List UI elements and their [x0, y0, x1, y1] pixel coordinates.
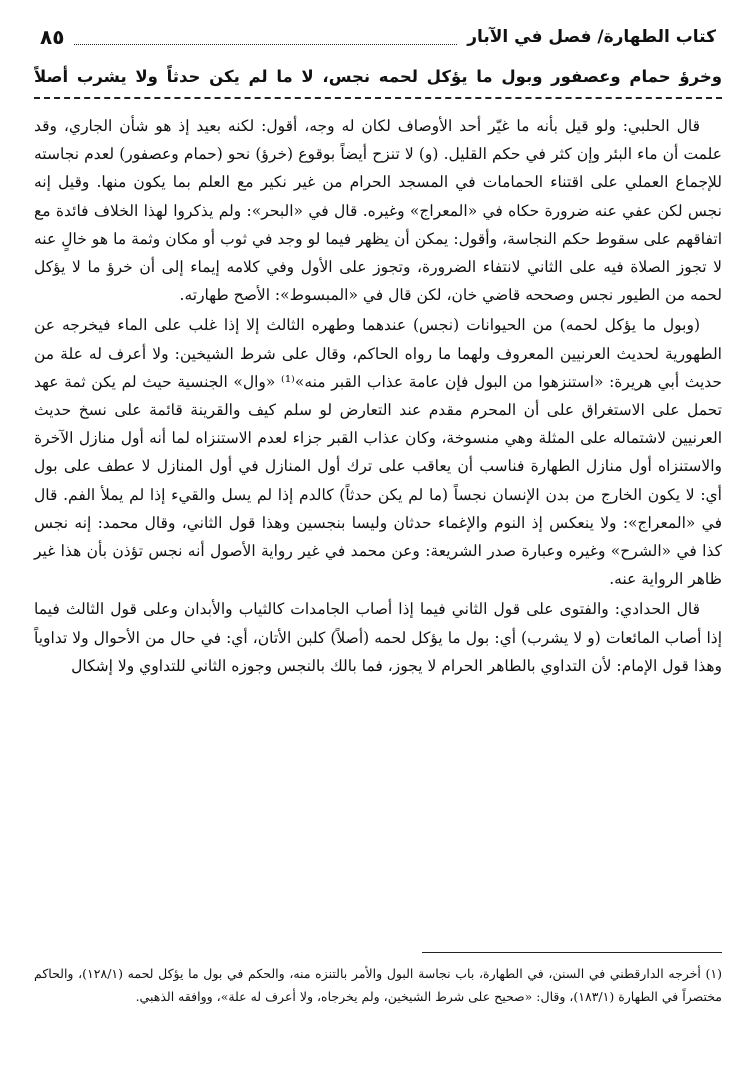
paragraph: قال الحلبي: ولو قيل بأنه ما غيّر أحد الأوصاف لكان له وجه، أقول: لكنه بعيد إذ هو شأن الجاري، وقد علمت أن ماء البئر وإن كثر في حكم القليل. (و) لا تنزح أيضاً بوقوع (خرؤ) نحو (حمام وعصفور) لعدم نجاسته للإجماع العملي على اقتناء الحمامات في المسجد الحرام من غير نكير مع العلم بما يكون منها. وقيل إنه نجس لكن عفي عنه ضرورة حكاه في «المعراج» وغيره. قال في «البحر»: ولم يذكروا لهذا الخلاف فائدة مع اتفاقهم على سقوط حكم النجاسة، وأقول: يمكن أن يظهر فيما لو وجد في ثوب أو مكان وثمة ما هو خالٍ عنه لا تجوز الصلاة فيه على الثاني لانتفاء الضرورة، وتجوز على الأول وفي كلامه إيماء إلى أن خرؤ ما لا يؤكل لحمه من الطيور نجس وصححه قاضي خان، لكن قال في «المبسوط»: الأصح طهارته.: [34, 117, 722, 305]
paragraph: قال الحدادي: والفتوى على قول الثاني فيما إذا أصاب الجامدات كالثياب والأبدان وعلى قول الثالث فيما إذا أصاب المائعات (و لا يشرب) أي: بول ما يؤكل لحمه (أصلاً) كلبن الأتان، أي: في حال من الأحوال ولا تداوياً وهذا قول الإمام: لأن التداوي بالطاهر الحرام لا يجوز، فما بالك بالنجس وجوزه الثاني للتداوي ولا إشكال: [34, 600, 722, 675]
header-dotted-rule: [74, 30, 457, 45]
matn-dashed-divider: [34, 97, 722, 99]
footnote-divider: [422, 952, 722, 953]
running-title: كتاب الطهارة/ فصل في الآبار: [467, 27, 716, 47]
running-header: [40, 22, 716, 52]
paragraph: (وبول ما يؤكل لحمه) من الحيوانات (نجس) عندهما وطهره الثالث إلا إذا غلب على الماء فيخرجه عن الطهورية لحديث العرنيين المعروف ولهما ما رواه الحاكم، وقال على شرط الشيخين: ولا أعرف له علة من حديث أبي هريرة: «استنزهوا من البول فإن عامة عذاب القبر منه»⁽¹⁾ «وال» الجنسية حيث لم يكن ثمة عهد تحمل على الاستغراق على أن المحرم مقدم عند التعارض لو سلم كيف والقرينة قائمة على نسخ حديث العرنيين لاشتماله على المثلة وهي منسوخة، وكان عذاب القبر جزاء لعدم الاستنزاه لما أنه أول منازل الآخرة والاستنزاه أول منازل الطهارة فناسب أن يعاقب على ترك أول المنازل في أول المنازل لا عطف على بول أي: لا يكون الخارج من بدن الإنسان نجساً (ما لم يكن حدثاً) كالدم إذا لم يسل والقيء إذا لم يملأ الفم. قال في «المعراج»: ولا ينعكس إذ النوم والإغماء حدثان وليسا بنجسين وهذا قول الثاني، وقال محمد: إنه نجس كذا في «الشرح» وغيره وعبارة صدر الشريعة: وعن محمد في غير رواية الأصول أنه نجس تؤذن بأن هذا غير ظاهر الرواية عنه.: [34, 316, 722, 589]
footnote: (١) أخرجه الدارقطني في السنن، في الطهارة، باب نجاسة البول والأمر بالتنزه منه، والحكم في بول ما يؤكل لحمه (١٢٨/١)، والحاكم مختصراً في الطهارة (١٨٣/١)، وقال: «صحيح على شرط الشيخين، ولم يخرجاه، ولا أعرف له علة»، ووافقه الذهبي.: [34, 966, 722, 1004]
commentary-body: [34, 112, 722, 682]
page-number: ٨٥: [40, 25, 65, 49]
matn-text: وخرؤ حمام وعصفور وبول ما يؤكل لحمه نجس، لا ما لم يكن حدثاً ولا يشرب أصلاً: [34, 67, 722, 86]
